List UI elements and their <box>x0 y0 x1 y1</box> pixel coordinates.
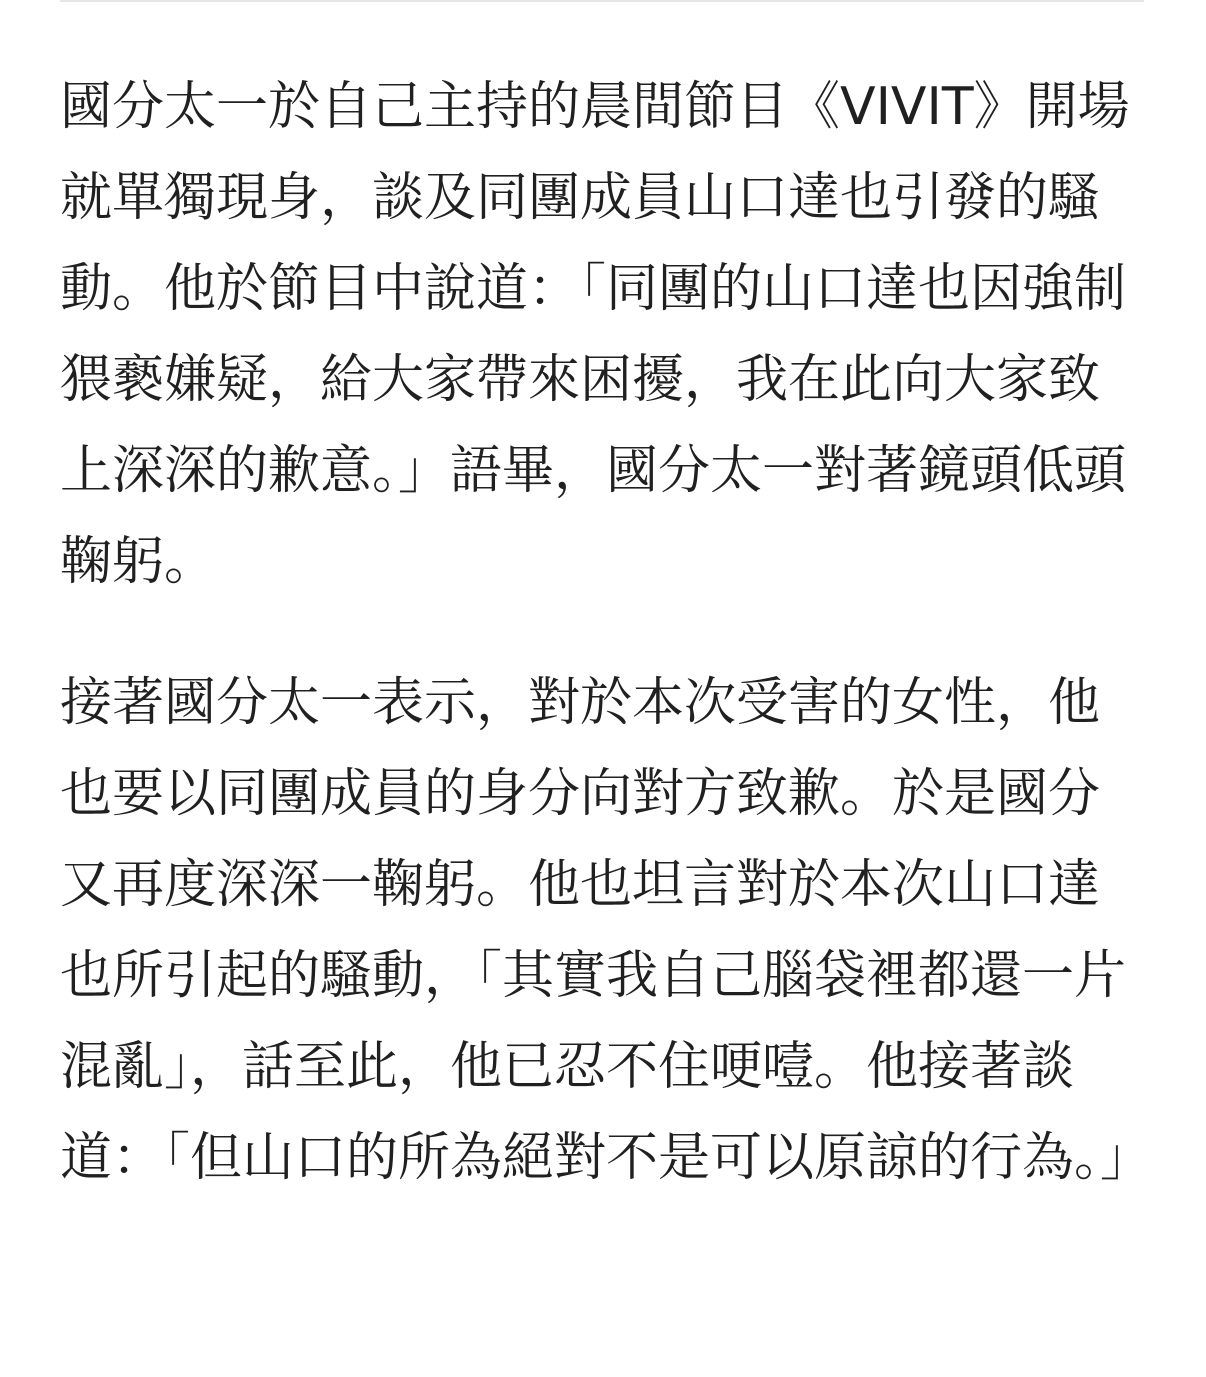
article-paragraph-1: 國分太一於自己主持的晨間節目《VIVIT》開場就單獨現身，談及同團成員山口達也引發的騷動。他於節目中說道：「同團的山口達也因強制猥褻嫌疑，給大家帶來困擾，我在此向大家致上深深的歉意。」語畢，國分太一對著鏡頭低頭鞠躬。 <box>60 77 1130 592</box>
article-paragraph-2: 接著國分太一表示，對於本次受害的女性，他也要以同團成員的身分向對方致歉。於是國分又再度深深一鞠躬。他也坦言對於本次山口達也所引起的騷動，「其實我自己腦袋裡都還一片混亂」，話至此，他已忍不住哽噎。他接著談道：「但山口的所為絕對不是可以原諒的行為。」 <box>60 673 1153 1188</box>
top-divider <box>60 0 1144 2</box>
article-body <box>60 62 1153 1204</box>
